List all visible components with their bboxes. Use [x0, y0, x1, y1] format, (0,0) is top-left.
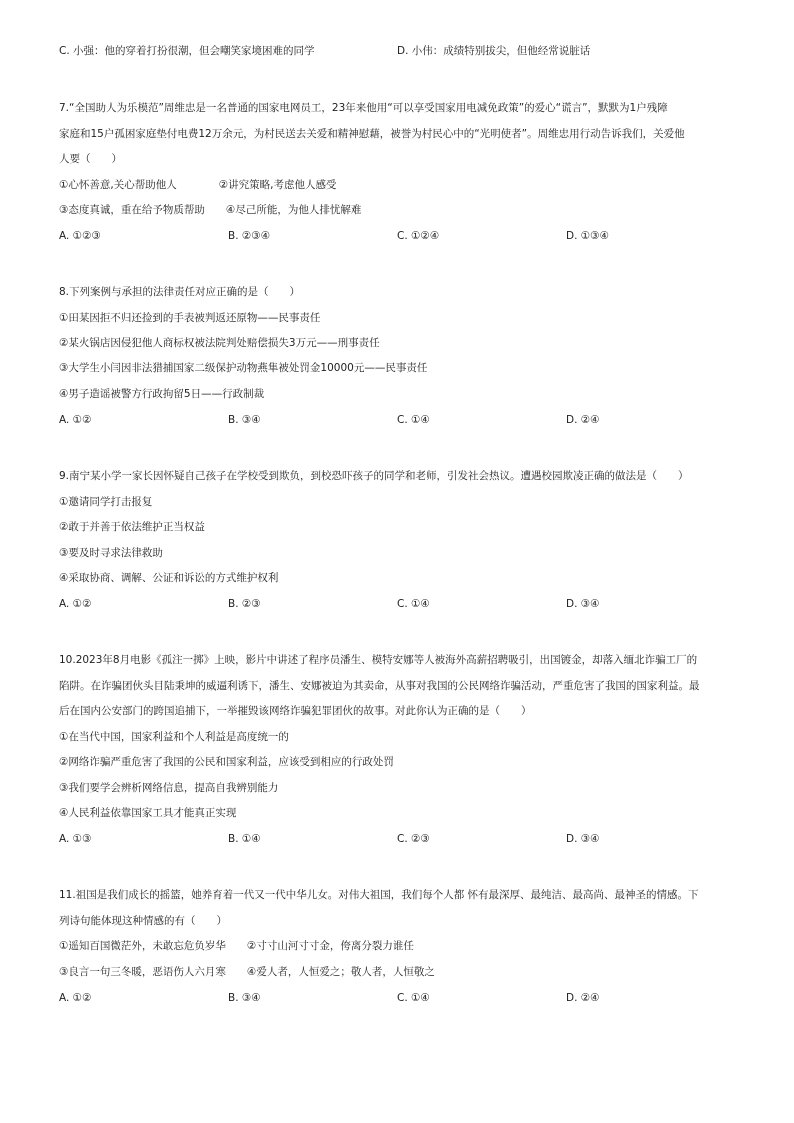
question-text: 7.“全国助人为乐模范”周维忠是一名普通的国家电网员工，23年来他用“可以享受国家用电减免政策”的爱心“谎言”，默默为1户残障 [59, 102, 668, 114]
option-d: D. ①③④ [566, 230, 609, 242]
statement-item: ①在当代中国，国家利益和个人利益是高度统一的 [59, 731, 289, 743]
statement-item: ②某火锅店因侵犯他人商标权被法院判处赔偿损失3万元——刑事责任 [59, 337, 380, 349]
option-b: B. ③④ [228, 992, 261, 1004]
statement-item: ③态度真诚，重在给予物质帮助 ④尽己所能，为他人排忧解难 [59, 204, 362, 216]
question-text: 人要（ ） [59, 153, 122, 165]
question-text: 9.南宁某小学一家长因怀疑自己孩子在学校受到欺负，到校恐吓孩子的同学和老师，引发社会热议。遭遇校园欺凌正确的做法是（ ） [59, 470, 689, 482]
option-b: B. ②③ [228, 598, 261, 610]
question-text: 陷阱。在诈骗团伙头目陆秉坤的威逼利诱下，潘生、安娜被迫为其卖命，从事对我国的公民网络诈骗活动，严重危害了我国的国家利益。最 [59, 680, 700, 692]
statement-item: ④人民利益依靠国家工具才能真正实现 [59, 807, 237, 819]
statement-item: ④男子造谣被警方行政拘留5日——行政制裁 [59, 388, 265, 400]
option-d: D. ②④ [566, 414, 600, 426]
option-d: D. ②④ [566, 992, 600, 1004]
question-text: 11.祖国是我们成长的摇篮，她养育着一代又一代中华儿女。对伟大祖国，我们每个人都 怀有最深厚、最纯洁、最高尚、最神圣的情感。下 [59, 889, 699, 901]
option-b: B. ②③④ [228, 230, 271, 242]
option-c: C. ①④ [397, 414, 430, 426]
question-text: 家庭和15户孤困家庭垫付电费12万余元，为村民送去关爱和精神慰藉，被誉为村民心中的“光明使者”。周维忠用行动告诉我们，关爱他 [59, 128, 685, 140]
question-text: 后在国内公安部门的跨国追捕下，一举摧毁该网络诈骗犯罪团伙的故事。对此你认为正确的是（ ） [59, 705, 532, 717]
statement-item: ④采取协商、调解、公证和诉讼的方式维护权利 [59, 572, 279, 584]
option-a: A. ①② [59, 598, 92, 610]
statement-item: ①田某因拒不归还捡到的手表被判返还原物——民事责任 [59, 312, 321, 324]
option-a: A. ①②③ [59, 230, 101, 242]
option-c: C. 小强：他的穿着打扮很潮，但会嘲笑家境困难的同学 [59, 45, 315, 57]
option-d: D. 小伟：成绩特别拔尖，但他经常说脏话 [397, 45, 591, 57]
question-text: 8.下列案例与承担的法律责任对应正确的是（ ） [59, 286, 301, 298]
statement-item: ②网络诈骗严重危害了我国的公民和国家利益，应该受到相应的行政处罚 [59, 756, 394, 768]
question-text: 列诗句能体现这种情感的有（ ） [59, 915, 227, 927]
option-c: C. ①④ [397, 598, 430, 610]
statement-item: ①遥知百国微茫外，未敢忘危负岁华 ②寸寸山河寸寸金，侉离分裂力谁任 [59, 940, 414, 952]
question-text: 10.2023年8月电影《孤注一掷》上映，影片中讲述了程序员潘生、模特安娜等人被海外高薪招聘吸引，出国镀金，却落入缅北诈骗工厂的 [59, 654, 698, 666]
option-c: C. ①②④ [397, 230, 440, 242]
option-a: A. ①② [59, 992, 92, 1004]
statement-item: ③良言一句三冬暖，恶语伤人六月寒 ④爱人者，人恒爱之；敬人者，人恒敬之 [59, 966, 435, 978]
statement-item: ③我们要学会辨析网络信息，提高自我辨别能力 [59, 782, 279, 794]
option-c: C. ②③ [397, 833, 430, 845]
option-a: A. ①② [59, 414, 92, 426]
option-b: B. ③④ [228, 414, 261, 426]
option-a: A. ①③ [59, 833, 92, 845]
statement-item: ①邀请同学打击报复 [59, 496, 153, 508]
statement-item: ①心怀善意,关心帮助他人 ②讲究策略,考虑他人感受 [59, 179, 337, 191]
statement-item: ③要及时寻求法律救助 [59, 547, 163, 559]
option-b: B. ①④ [228, 833, 261, 845]
option-d: D. ③④ [566, 598, 600, 610]
option-d: D. ③④ [566, 833, 600, 845]
statement-item: ③大学生小闫因非法猎捕国家二级保护动物燕隼被处罚金10000元——民事责任 [59, 362, 428, 374]
statement-item: ②敢于并善于依法维护正当权益 [59, 521, 205, 533]
option-c: C. ①④ [397, 992, 430, 1004]
